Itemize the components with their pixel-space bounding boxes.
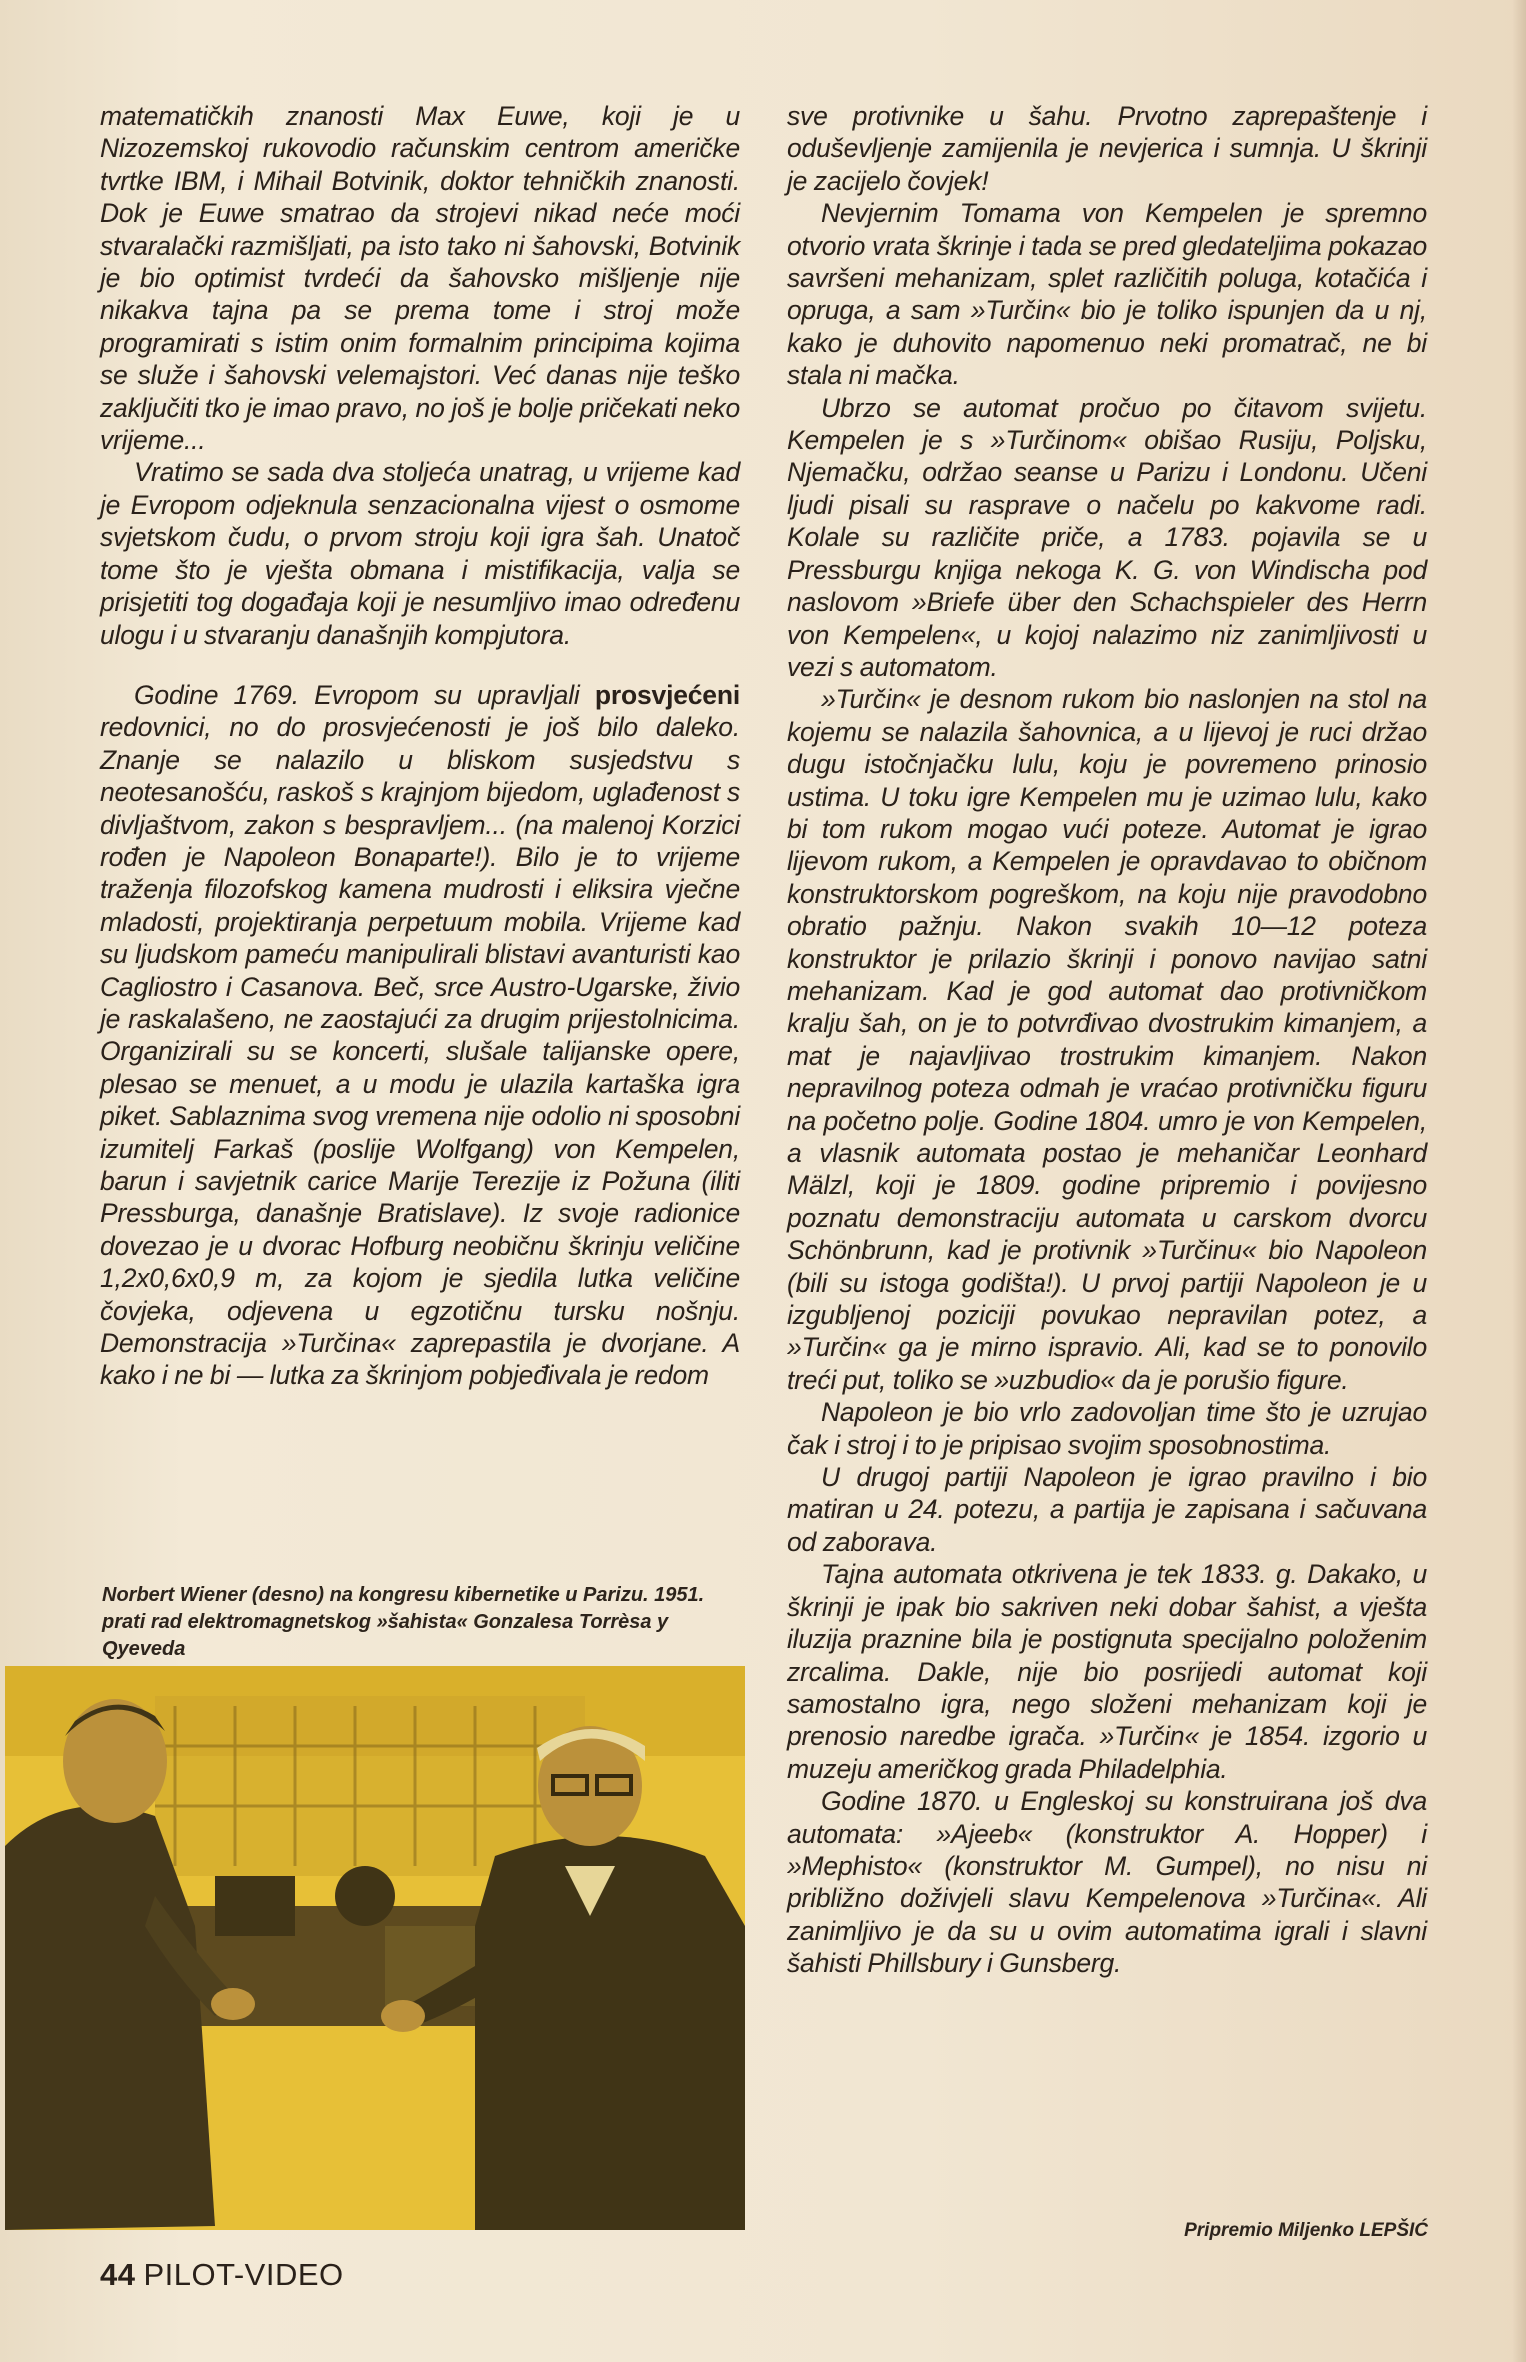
paragraph-text: Godine 1769. Evropom su upravljali — [134, 679, 595, 710]
page-edge-shadow — [1512, 0, 1526, 2362]
paragraph-with-emphasis — [100, 679, 740, 1392]
paragraph: Tajna automata otkrivena je tek 1833. g. Dakako, u škrinji je ipak bio sakriven neki dobar šahist, a vješta iluzija praznine bila je postignuta specijalno položenim zrcalima. Dakle, nije bio posrijedi automat koji samostalno igra, nego složeni mehanizam koji je prenosio naredbe igrača. »Turčin« je 1854. izgorio u muzeju američkog grada Philadelphia. — [787, 1559, 1427, 1784]
paragraph: sve protivnike u šahu. Prvotno zaprepaštenje i oduševljenje zamijenila je nevjerica i sumnja. U škrinji je zacijelo čovjek! — [787, 101, 1427, 196]
author-credit: Pripremio Miljenko LEPŠIĆ — [1184, 2220, 1428, 2241]
photo-caption: Norbert Wiener (desno) na kongresu kibernetike u Parizu. 1951. prati rad elektromagnetskog »šahista« Gonzalesa Torrèsa y Qyeveda — [102, 1584, 705, 1660]
paragraph: Nevjernim Tomama von Kempelen je spremno otvorio vrata škrinje i tada se pred gledateljima pokazao savršeni mehanizam, splet različitih poluga, kotačića i opruga, a sam »Turčin« bio je toliko ispunjen da u nj, kako je duhovito napomenuo neki promatrač, ne bi stala ni mačka. — [787, 198, 1427, 391]
article-column-right — [787, 100, 1427, 1980]
publication-name: PILOT-VIDEO — [143, 2257, 344, 2292]
article-column-left — [100, 100, 740, 1392]
paragraph: »Turčin« je desnom rukom bio naslonjen na stol na kojemu se nalazila šahovnica, a u lijevoj je ruci držao dugu istočnjačku lulu, koju je povremeno prinosio ustima. U toku igre Kempelen mu je uzimao lulu, kako bi tom rukom mogao vući poteze. Automat je igrao lijevom rukom, a Kempelen je opravdavao to običnom konstruktorskom pogreškom, na koju nije pravodobno obratio pažnju. Nakon svakih 10—12 poteza konstruktor je prilazio škrinji i ponovo navijao satni mehanizam. Kad je god automat dao protivničkom kralju šah, on je to potvrđivao dvostrukim kimanjem, a mat je najavljivao trostrukim kimanjem. Nakon nepravilnog poteza odmah je vraćao protivničku figuru na početno polje. Godine 1804. umro je von Kempelen, a vlasnik automata postao je mehaničar Leonhard Mälzl, koji je 1809. godine pripremio i povijesno poznatu demonstraciju automata u carskom dvorcu Schönbrunn, kad je protivnik »Turčinu« bio Napoleon (bili su istoga godišta!). U prvoj partiji Napoleon je u izgubljenoj poziciji povukao nepravilan potez, a »Turčin« ga je mirno ispravio. Ali, kad se to ponovilo treći put, toliko se »uzbudio« da je porušio figure. — [787, 684, 1427, 1395]
paragraph: U drugoj partiji Napoleon je igrao pravilno i bio matiran u 24. potezu, a partija je zapisana i sačuvana od zaborava. — [787, 1462, 1427, 1557]
paragraph: Vratimo se sada dva stoljeća unatrag, u vrijeme kad je Evropom odjeknula senzacionalna vijest o osmome svjetskom čudu, o prvom stroju koji igra šah. Unatoč tome što je vješta obmana i mistifikacija, valja se prisjetiti tog događaja koji je nesumljivo imao određenu ulogu i u stvaranju današnjih kompjutora. — [100, 457, 740, 650]
paragraph: Napoleon je bio vrlo zadovoljan time što je uzrujao čak i stroj i to je pripisao svojim sposobnostima. — [787, 1397, 1427, 1460]
paragraph-text: redovnici, no do prosvjećenosti je još bilo daleko. Znanje se nalazilo u bliskom susjedstvu s neotesanošću, raskoš s krajnjom bijedom, uglađenost s divljaštvom, zakon s bespravljem... (na malenoj Korzici rođen je Napoleon Bonaparte!). Bilo je to vrijeme traženja filozofskog kamena mudrosti i eliksira vječne mladosti, projektiranja perpetuum mobila. Vrijeme kad su ljudskom pameću manipulirali blistavi avanturisti kao Cagliostro i Casanova. Beč, srce Austro-Ugarske, živio je raskalašeno, ne zaostajući za drugim prijestolnicima. Organizirali su se koncerti, slušale talijanske opere, plesao se menuet, a u modu je ulazila kartaška igra piket. Sablaznima svog vremena nije odolio ni sposobni izumitelj Farkaš (poslije Wolfgang) von Kempelen, barun i savjetnik carice Marije Terezije iz Požuna (iliti Pressburga, današnje Bratislave). Iz svoje radionice dovezao je u dvorac Hofburg neobičnu škrinju veličine 1,2x0,6x0,9 m, za kojom je sjedila lutka veličine čovjeka, odjevena u egzotičnu tursku nošnju. Demonstracija »Turčina« zaprepastila je dvorjane. A kako i ne bi — lutka za škrinjom pobjeđivala je redom — [100, 712, 740, 1391]
page-number: 44 — [100, 2257, 136, 2292]
page-footer — [100, 2257, 344, 2293]
photo — [5, 1666, 745, 2230]
paragraph: matematičkih znanosti Max Euwe, koji je u Nizozemskoj rukovodio računskim centrom američke tvrtke IBM, i Mihail Botvinik, doktor tehničkih znanosti. Dok je Euwe smatrao da strojevi nikad neće moći stvaralački razmišljati, pa isto tako ni šahovski, Botvinik je bio optimist tvrdeći da šahovsko mišljenje nije nikakva tajna pa se prema tome i stroj može programirati s istim onim formalnim principima kojima se služe i šahovski velemajstori. Već danas nije teško zaključiti tko je imao pravo, no još je bolje pričekati neko vrijeme... — [100, 101, 740, 456]
bold-word: prosvjećeni — [594, 679, 740, 710]
photo-illustration — [5, 1666, 745, 2230]
paragraph: Ubrzo se automat pročuo po čitavom svijetu. Kempelen je s »Turčinom« obišao Rusiju, Poljsku, Njemačku, održao seanse u Parizu i Londonu. Učeni ljudi pisali su rasprave o načelu po kakvome radi. Kolale su različite priče, a 1783. pojavila se u Pressburgu knjiga nekoga K. G. von Windischa pod naslovom »Briefe über den Schachspieler des Herrn von Kempelen«, u kojoj nalazimo niz zanimljivosti u vezi s automatom. — [787, 392, 1427, 682]
paragraph: Godine 1870. u Engleskoj su konstruirana još dva automata: »Ajeeb« (konstruktor A. Hopper) i »Mephisto« (konstruktor M. Gumpel), no nisu ni približno doživjeli slavu Kempelenova »Turčina«. Ali zanimljivo je da su u ovim automatima igrali i slavni šahisti Phillsbury i Gunsberg. — [787, 1786, 1427, 1979]
